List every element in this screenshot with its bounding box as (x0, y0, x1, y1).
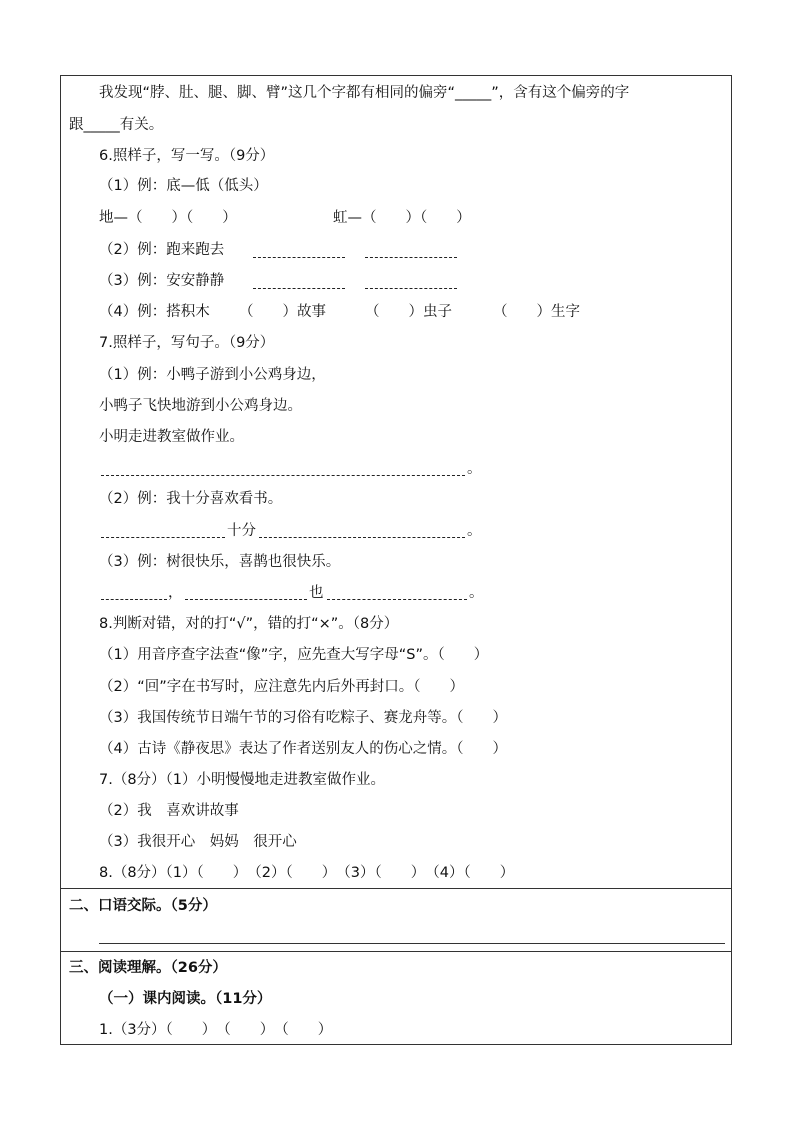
q8-item-2[interactable]: （2）“回”字在书写时，应注意先内后外再封口。（ ） (99, 679, 464, 695)
q7-2-blank-1[interactable] (101, 523, 225, 538)
row-divider-1 (61, 888, 731, 889)
q7-3-blank-1[interactable] (101, 585, 167, 600)
answer-7-3: （3）我很开心 妈妈 很开心 (99, 834, 297, 850)
section-2-answer-line[interactable] (99, 943, 725, 944)
q8-item-4[interactable]: （4）古诗《静夜思》表达了作者送别友人的伤心之情。（ ） (99, 741, 507, 757)
q8-item-3[interactable]: （3）我国传统节日端午节的习俗有吃粽子、赛龙舟等。（ ） (99, 710, 507, 726)
q7-2-period: 。 (467, 523, 482, 539)
q6-3-blank-1[interactable] (253, 274, 345, 289)
q7-3-comma: ， (168, 585, 183, 601)
q6-1-left[interactable]: 地—（ ）（ ） (99, 210, 237, 226)
blank-radical[interactable]: _____ (455, 85, 492, 101)
q6-1-right[interactable]: 虹—（ ）（ ） (333, 210, 471, 226)
text-radical-intro: 我发现“脖、肚、腿、脚、臂”这几个字都有相同的偏旁“ (99, 85, 456, 101)
q7-2-mid: 十分 (227, 523, 256, 539)
section-3-subtitle: （一）课内阅读。（11分） (99, 991, 272, 1007)
section-3-q1[interactable]: 1.（3分）（ ） （ ） （ ） (99, 1022, 333, 1038)
answer-7-1: 7.（8分）（1）小明慢慢地走进教室做作业。 (99, 772, 386, 788)
section-3-title: 三、阅读理解。（26分） (69, 960, 227, 976)
q7-1-prompt: 小明走进教室做作业。 (99, 429, 244, 445)
q7-1-period: 。 (467, 461, 482, 477)
blank-meaning[interactable]: _____ (83, 117, 120, 133)
q7-1-answer-blank[interactable] (101, 461, 465, 476)
exam-table (60, 75, 732, 1045)
q6-4-item-c[interactable]: （ ）生字 (493, 304, 580, 320)
q6-4-item-b[interactable]: （ ）虫子 (365, 304, 452, 320)
q6-1-example: （1）例：底—低（低头） (99, 178, 268, 194)
question-8-title: 8.判断对错，对的打“√”，错的打“×”。（8分） (99, 616, 399, 632)
text-line-radical-2 (69, 115, 163, 135)
q7-3-mid: 也 (309, 585, 324, 601)
q7-3-example: （3）例：树很快乐，喜鹊也很快乐。 (99, 554, 341, 570)
question-6-title: 6.照样子，写一写。（9分） (99, 148, 275, 164)
q6-2-blank-2[interactable] (365, 243, 457, 258)
q6-3-example: （3）例：安安静静 (99, 273, 225, 289)
question-7-title: 7.照样子，写句子。（9分） (99, 335, 275, 351)
text-radical-end: 有关。 (119, 117, 164, 133)
section-2-title: 二、口语交际。（5分） (69, 898, 217, 914)
q7-3-blank-2[interactable] (185, 585, 307, 600)
q7-1-example: （1）例：小鸭子游到小公鸡身边， (99, 367, 326, 383)
q7-2-blank-2[interactable] (259, 523, 465, 538)
q6-3-blank-2[interactable] (365, 274, 457, 289)
q6-4-example: （4）例：搭积木 (99, 304, 210, 320)
q7-2-example: （2）例：我十分喜欢看书。 (99, 491, 283, 507)
text-radical-cont: ”，含有这个偏旁的字 (491, 85, 630, 101)
text-radical-follow: 跟 (69, 117, 84, 133)
row-divider-2 (61, 951, 731, 952)
q7-1-example-2: 小鸭子飞快地游到小公鸡身边。 (99, 398, 302, 414)
answer-7-2: （2）我 喜欢讲故事 (99, 803, 239, 819)
q6-2-example: （2）例：跑来跑去 (99, 242, 225, 258)
q6-4-item-a[interactable]: （ ）故事 (239, 304, 326, 320)
q7-3-blank-3[interactable] (327, 585, 467, 600)
answer-8: 8.（8分）（1）（ ） （2）（ ） （3）（ ） （4）（ ） (99, 865, 515, 881)
q7-3-period: 。 (469, 585, 484, 601)
text-line-radical (99, 83, 629, 103)
q8-item-1[interactable]: （1）用音序查字法查“像”字，应先查大写字母“S”。（ ） (99, 647, 489, 663)
q6-2-blank-1[interactable] (253, 243, 345, 258)
